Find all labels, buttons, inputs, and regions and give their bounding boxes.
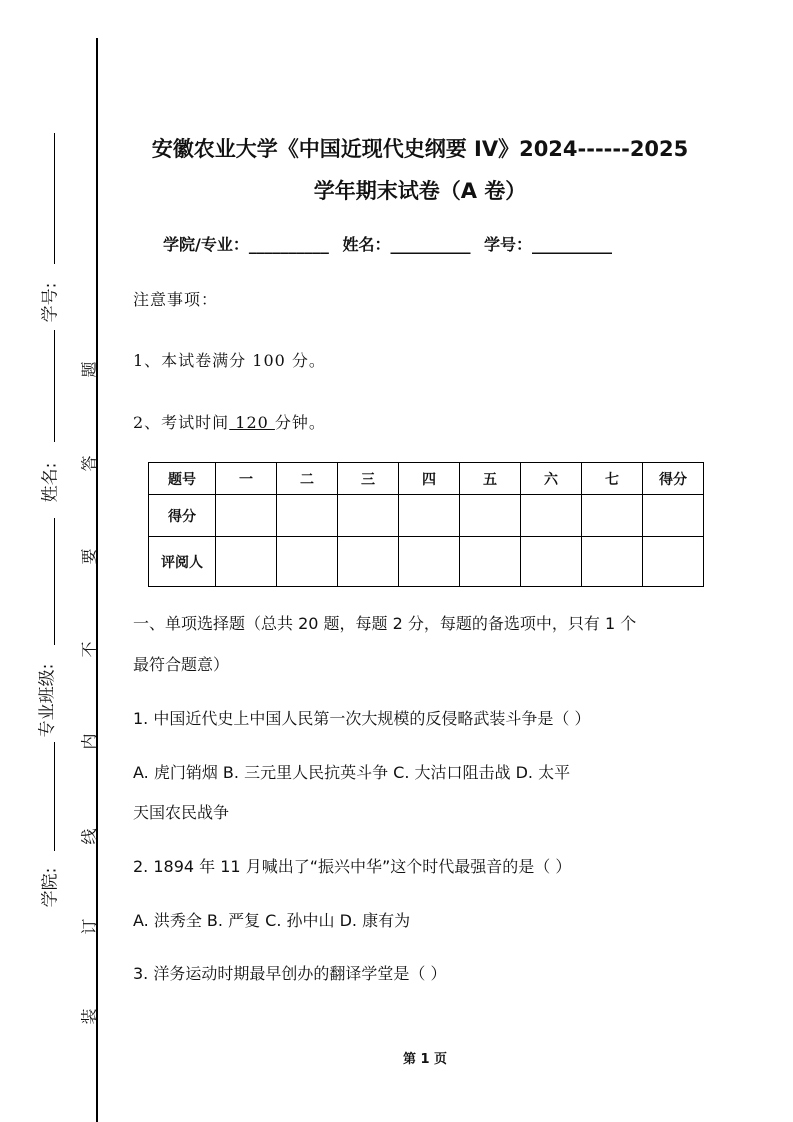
table-header: 四	[399, 463, 460, 495]
id-label: 学号：	[484, 235, 533, 254]
margin-char: 订	[79, 918, 99, 935]
name-blank[interactable]: __________	[390, 235, 471, 254]
score-cell[interactable]	[582, 495, 643, 537]
margin-char: 题	[79, 361, 99, 378]
row-label: 得分	[149, 495, 216, 537]
question-2-options: A. 洪秀全 B. 严复 C. 孙中山 D. 康有为	[133, 911, 411, 930]
title-line1: 安徽农业大学《中国近现代史纲要 IV》2024------2025	[151, 137, 689, 161]
table-header: 七	[582, 463, 643, 495]
note-2	[133, 410, 326, 433]
grader-cell[interactable]	[582, 537, 643, 587]
grader-cell[interactable]	[338, 537, 399, 587]
note-2-unit: 分钟。	[274, 413, 326, 432]
grader-cell[interactable]	[399, 537, 460, 587]
table-header: 题号	[149, 463, 216, 495]
title-line2: 学年期末试卷（A 卷）	[313, 179, 527, 203]
note-1: 1、本试卷满分 100 分。	[133, 351, 326, 370]
question-1-options-cont: 天国农民战争	[133, 803, 230, 822]
score-cell[interactable]	[460, 495, 521, 537]
college-label: 学院/专业：	[163, 235, 249, 254]
margin-label-class: 专业班级:	[37, 663, 58, 738]
score-cell[interactable]	[643, 495, 704, 537]
section1-heading-cont: 最符合题意）	[133, 655, 230, 674]
table-header: 五	[460, 463, 521, 495]
page-number: 第 1 页	[402, 1052, 448, 1067]
grader-cell[interactable]	[460, 537, 521, 587]
grader-cell[interactable]	[216, 537, 277, 587]
question-2: 2. 1894 年 11 月喊出了“振兴中华”这个时代最强音的是（ ）	[133, 857, 572, 876]
table-header: 得分	[643, 463, 704, 495]
question-1-options: A. 虎门销烟 B. 三元里人民抗英斗争 C. 大沽口阻击战 D. 太平	[133, 763, 571, 782]
margin-label-name: 姓名:	[40, 462, 61, 503]
student-info	[163, 232, 612, 255]
margin-char: 不	[79, 641, 99, 658]
name-label: 姓名：	[342, 235, 391, 254]
score-table	[148, 462, 704, 587]
name-blank-line	[54, 330, 55, 442]
margin-char: 要	[79, 548, 99, 565]
grader-cell[interactable]	[521, 537, 582, 587]
question-1: 1. 中国近代史上中国人民第一次大规模的反侵略武装斗争是（ ）	[133, 709, 591, 728]
table-header: 一	[216, 463, 277, 495]
score-cell[interactable]	[399, 495, 460, 537]
grader-cell[interactable]	[277, 537, 338, 587]
class-blank-line	[54, 518, 55, 645]
id-blank[interactable]: __________	[532, 235, 613, 254]
note-2-text: 2、考试时间	[133, 413, 230, 432]
row-label: 评阅人	[149, 537, 216, 587]
margin-char: 内	[79, 733, 99, 750]
grader-cell[interactable]	[643, 537, 704, 587]
score-cell[interactable]	[216, 495, 277, 537]
table-header: 二	[277, 463, 338, 495]
table-header: 六	[521, 463, 582, 495]
margin-label-college: 学院:	[40, 867, 61, 908]
score-cell[interactable]	[338, 495, 399, 537]
college-blank-line	[54, 742, 55, 851]
college-blank[interactable]: __________	[248, 235, 329, 254]
exam-duration: 120	[229, 413, 275, 432]
score-cell[interactable]	[521, 495, 582, 537]
notes-heading: 注意事项：	[133, 290, 219, 309]
score-cell[interactable]	[277, 495, 338, 537]
margin-label-id: 学号:	[40, 282, 61, 323]
margin-char: 装	[79, 1008, 99, 1025]
margin-char: 线	[79, 828, 99, 845]
question-3: 3. 洋务运动时期最早创办的翻译学堂是（ ）	[133, 964, 447, 983]
margin-char: 答	[79, 455, 99, 472]
table-header: 三	[338, 463, 399, 495]
section1-heading: 一、单项选择题（总共 20 题，每题 2 分，每题的备选项中，只有 1 个	[133, 614, 637, 633]
